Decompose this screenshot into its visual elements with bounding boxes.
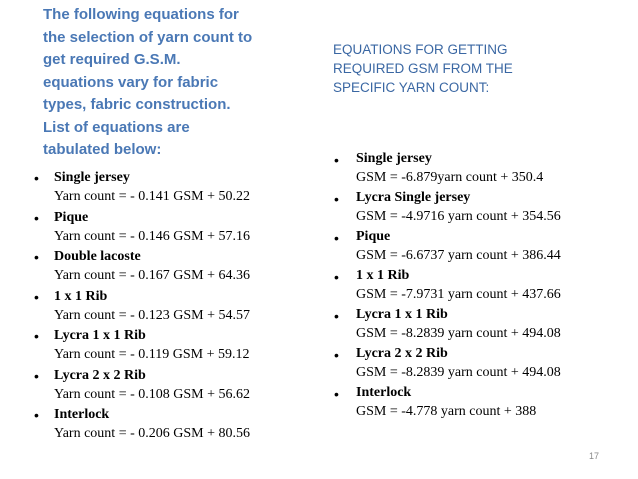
equation: Yarn count = - 0.119 GSM + 59.12 (54, 347, 250, 362)
list-item (334, 150, 624, 189)
list-item (334, 267, 624, 306)
list-item (334, 228, 624, 267)
list-item (334, 306, 624, 345)
intro-line: The following equations for (43, 6, 239, 23)
fabric-name: Double lacoste (54, 249, 141, 264)
list-item (334, 345, 624, 384)
bullet-icon: • (334, 230, 339, 246)
list-item (334, 384, 624, 423)
equation: Yarn count = - 0.123 GSM + 54.57 (54, 307, 250, 323)
equation: Yarn count = - 0.206 GSM + 80.56 (54, 426, 250, 441)
page-number: 17 (589, 451, 600, 461)
list-item (34, 168, 314, 208)
fabric-name: Pique (54, 209, 89, 225)
bullet-icon: • (334, 347, 339, 363)
heading-line: EQUATIONS FOR GETTING (333, 42, 508, 57)
intro-line: tabulated below: (43, 141, 162, 158)
list-item (334, 189, 624, 228)
equation: GSM = -8.2839 yarn count + 494.08 (356, 364, 561, 380)
fabric-name: Single jersey (54, 170, 130, 185)
list-item (34, 326, 314, 366)
bullet-icon: • (34, 367, 39, 384)
fabric-name: Lycra 2 x 2 Rib (54, 367, 146, 383)
equation: Yarn count = - 0.141 GSM + 50.22 (54, 189, 250, 204)
list-item (34, 247, 314, 287)
fabric-name: Lycra Single jersey (356, 190, 471, 205)
equation: GSM = -4.778 yarn count + 388 (356, 403, 537, 419)
fabric-name: 1 x 1 Rib (54, 288, 108, 304)
bullet-icon: • (334, 269, 339, 285)
equation: GSM = -6.6737 yarn count + 386.44 (356, 247, 561, 263)
right-heading (333, 40, 593, 97)
bullet-icon: • (34, 249, 39, 265)
list-item (34, 287, 314, 327)
list-item (34, 208, 314, 248)
intro-text-block (43, 4, 283, 162)
bullet-icon: • (34, 209, 39, 226)
equation: Yarn count = - 0.146 GSM + 57.16 (54, 228, 250, 244)
equation: Yarn count = - 0.108 GSM + 56.62 (54, 386, 250, 402)
fabric-name: Single jersey (356, 151, 432, 166)
intro-line: equations vary for fabric (43, 73, 219, 91)
intro-line: types, fabric construction. (43, 96, 231, 113)
equation: Yarn count = - 0.167 GSM + 64.36 (54, 268, 250, 283)
intro-line: the selection of yarn count to (43, 28, 253, 46)
heading-line: SPECIFIC YARN COUNT: (333, 80, 490, 95)
list-item (34, 405, 314, 445)
fabric-name: Lycra 2 x 2 Rib (356, 346, 448, 361)
bullet-icon: • (34, 288, 39, 305)
fabric-name: Lycra 1 x 1 Rib (54, 328, 146, 343)
bullet-icon: • (334, 386, 339, 402)
bullet-icon: • (34, 170, 39, 186)
heading-line: REQUIRED GSM FROM THE (333, 61, 513, 76)
yarn-count-equation-list (34, 168, 314, 445)
bullet-icon: • (334, 308, 339, 324)
fabric-name: 1 x 1 Rib (356, 268, 410, 283)
bullet-icon: • (34, 328, 39, 344)
equation: GSM = -6.879yarn count + 350.4 (356, 169, 544, 185)
fabric-name: Interlock (356, 385, 412, 400)
fabric-name: Lycra 1 x 1 Rib (356, 307, 448, 322)
intro-line: get required G.S.M. (43, 51, 181, 68)
gsm-equation-list (334, 150, 624, 423)
bullet-icon: • (34, 407, 39, 423)
fabric-name: Pique (356, 229, 391, 244)
bullet-icon: • (334, 152, 339, 168)
intro-line: List of equations are (43, 118, 190, 136)
bullet-icon: • (334, 191, 339, 207)
equation: GSM = -8.2839 yarn count + 494.08 (356, 325, 561, 341)
equation: GSM = -4.9716 yarn count + 354.56 (356, 208, 561, 224)
fabric-name: Interlock (54, 407, 110, 422)
list-item (34, 366, 314, 406)
equation: GSM = -7.9731 yarn count + 437.66 (356, 286, 561, 302)
